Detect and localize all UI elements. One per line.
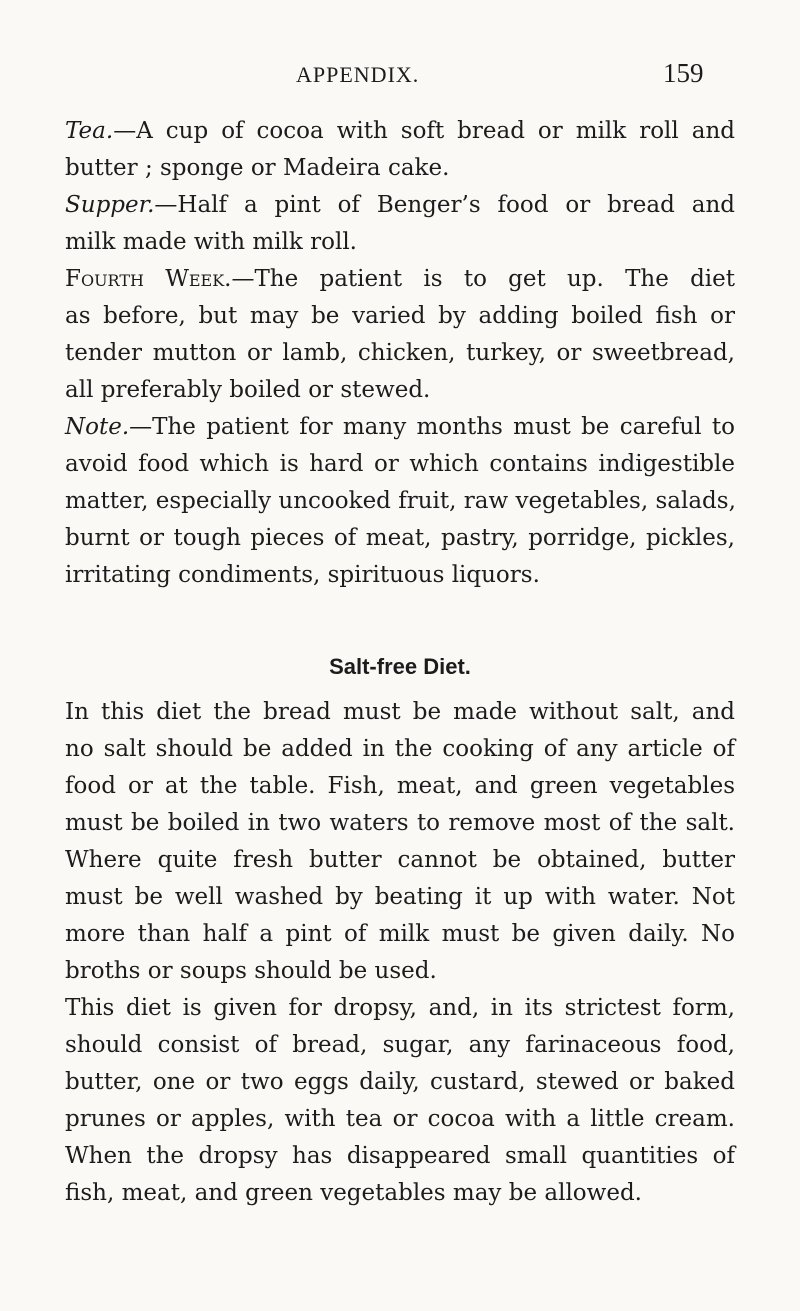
text-line: food or at the table. Fish, meat, and green vegetables	[65, 773, 735, 799]
text-line: Tea.—A cup of cocoa with soft bread or milk roll and	[65, 118, 735, 144]
text-line: fish, meat, and green vegetables may be allowed.	[65, 1180, 642, 1206]
text-line: matter, especially uncooked fruit, raw vegetables, salads,	[65, 488, 736, 514]
text-line: milk made with milk roll.	[65, 229, 357, 255]
text-line: butter ; sponge or Madeira cake.	[65, 155, 450, 181]
text-line: all preferably boiled or stewed.	[65, 377, 431, 403]
paragraph-label: Supper.	[65, 192, 155, 218]
paragraph-note	[65, 409, 735, 594]
running-head	[0, 58, 800, 98]
text-line: as before, but may be varied by adding boiled fish or	[65, 303, 735, 329]
text-line: should consist of bread, sugar, any farinaceous food,	[65, 1032, 735, 1058]
text-line: avoid food which is hard or which contains indigestible	[65, 451, 735, 477]
body-text	[65, 113, 735, 1212]
text-line: burnt or tough pieces of meat, pastry, porridge, pickles,	[65, 525, 735, 551]
text-line: broths or soups should be used.	[65, 958, 437, 984]
page-number: 159	[663, 58, 704, 88]
paragraph-salt-free-dropsy	[65, 990, 735, 1212]
text-line: must be boiled in two waters to remove most of the salt.	[65, 810, 735, 836]
text-line: Note.—The patient for many months must be careful to	[65, 414, 735, 440]
text-line: no salt should be added in the cooking of any article of	[65, 736, 735, 762]
text-line: tender mutton or lamb, chicken, turkey, or sweetbread,	[65, 340, 735, 366]
running-head-title: APPENDIX.	[296, 62, 420, 87]
text-line: must be well washed by beating it up with water. Not	[65, 884, 735, 910]
section-heading: Salt-free Diet.	[329, 654, 471, 679]
paragraph-label: Fourth Week.	[65, 266, 232, 292]
paragraph-fourth-week	[65, 261, 735, 409]
text-line: Fourth Week.—The patient is to get up. The diet	[65, 266, 736, 292]
text-line: Where quite fresh butter cannot be obtained, butter	[65, 847, 735, 873]
paragraph-label: Note.	[65, 414, 130, 440]
text-line: irritating condiments, spirituous liquors.	[65, 562, 540, 588]
text-line: prunes or apples, with tea or cocoa with a little cream.	[65, 1106, 735, 1132]
text-line: When the dropsy has disappeared small quantities of	[65, 1143, 735, 1169]
text-line: more than half a pint of milk must be given daily. No	[65, 921, 735, 947]
text-line: This diet is given for dropsy, and, in its strictest form,	[65, 995, 735, 1021]
paragraph-label: Tea.	[65, 118, 114, 144]
text-line: Supper.—Half a pint of Benger’s food or bread and	[65, 192, 735, 218]
paragraph-salt-free-rules	[65, 694, 735, 990]
paragraph-supper	[65, 187, 735, 261]
paragraph-tea	[65, 113, 735, 187]
text-line: In this diet the bread must be made without salt, and	[65, 699, 735, 725]
text-line: butter, one or two eggs daily, custard, stewed or baked	[65, 1069, 735, 1095]
